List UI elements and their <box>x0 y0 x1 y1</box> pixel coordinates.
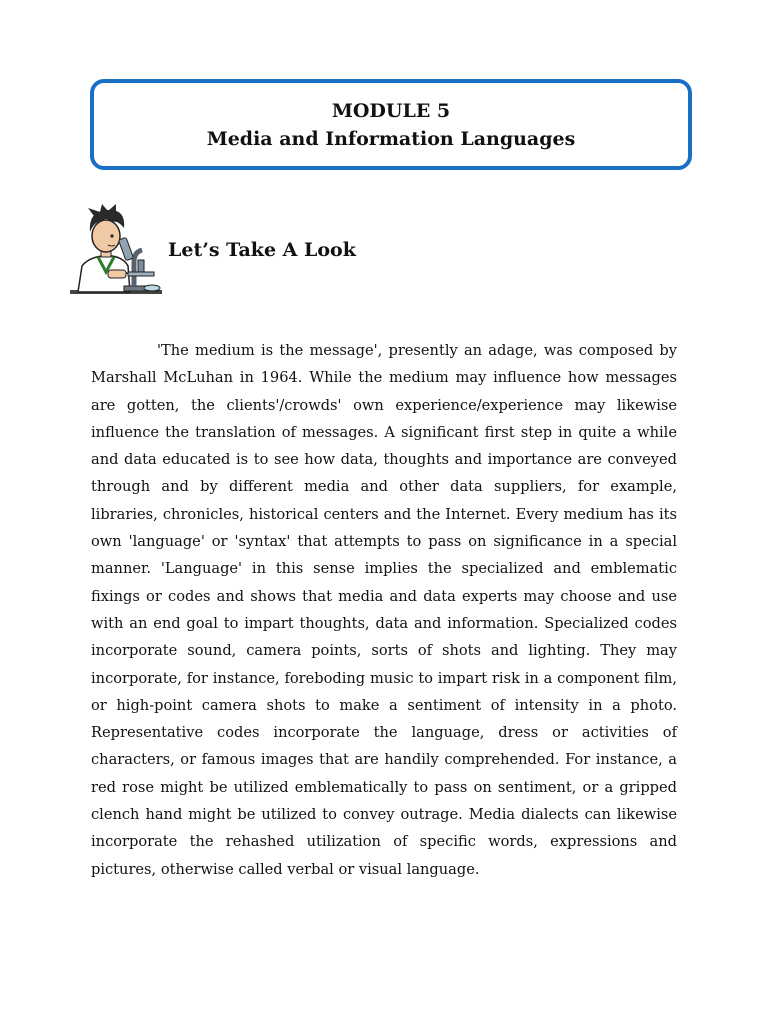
body-paragraph: 'The medium is the message', presently an adage, was composed by Marshall McLuhan in 1964. While the medium may influence how messages are gotten, the clients'/crowds' own experience/experience may likewise influence the translation of messages. A significant first step in quite a while and data educated is to see how data, thoughts and importance are conveyed through and by different media and other data suppliers, for example, libraries, chronicles, historical centers and the Internet. Every medium has its own 'language' or 'syntax' that attempts to pass on significance in a special manner. 'Language' in this sense implies the specialized and emblematic fixings or codes and shows that media and data experts may choose and use with an end goal to impart thoughts, data and information. Specialized codes incorporate sound, camera points, sorts of shots and lighting. They may incorporate, for instance, foreboding music to impart risk in a component film, or high-point camera shots to make a sentiment of intensity in a photo. Representative codes incorporate the language, dress or activities of characters, or famous images that are handily comprehended. For instance, a red rose might be utilized emblematically to pass on sentiment, or a gripped clench hand might be utilized to convey outrage. Media dialects can likewise incorporate the rehashed utilization of specific words, expressions and pictures, otherwise called verbal or visual language. <box>91 342 677 878</box>
section-heading: Let’s Take A Look <box>168 239 356 261</box>
module-number: MODULE 5 <box>331 99 451 122</box>
module-title-box <box>90 79 692 170</box>
student-with-microscope-icon <box>68 200 164 298</box>
module-title: Media and Information Languages <box>206 127 576 150</box>
